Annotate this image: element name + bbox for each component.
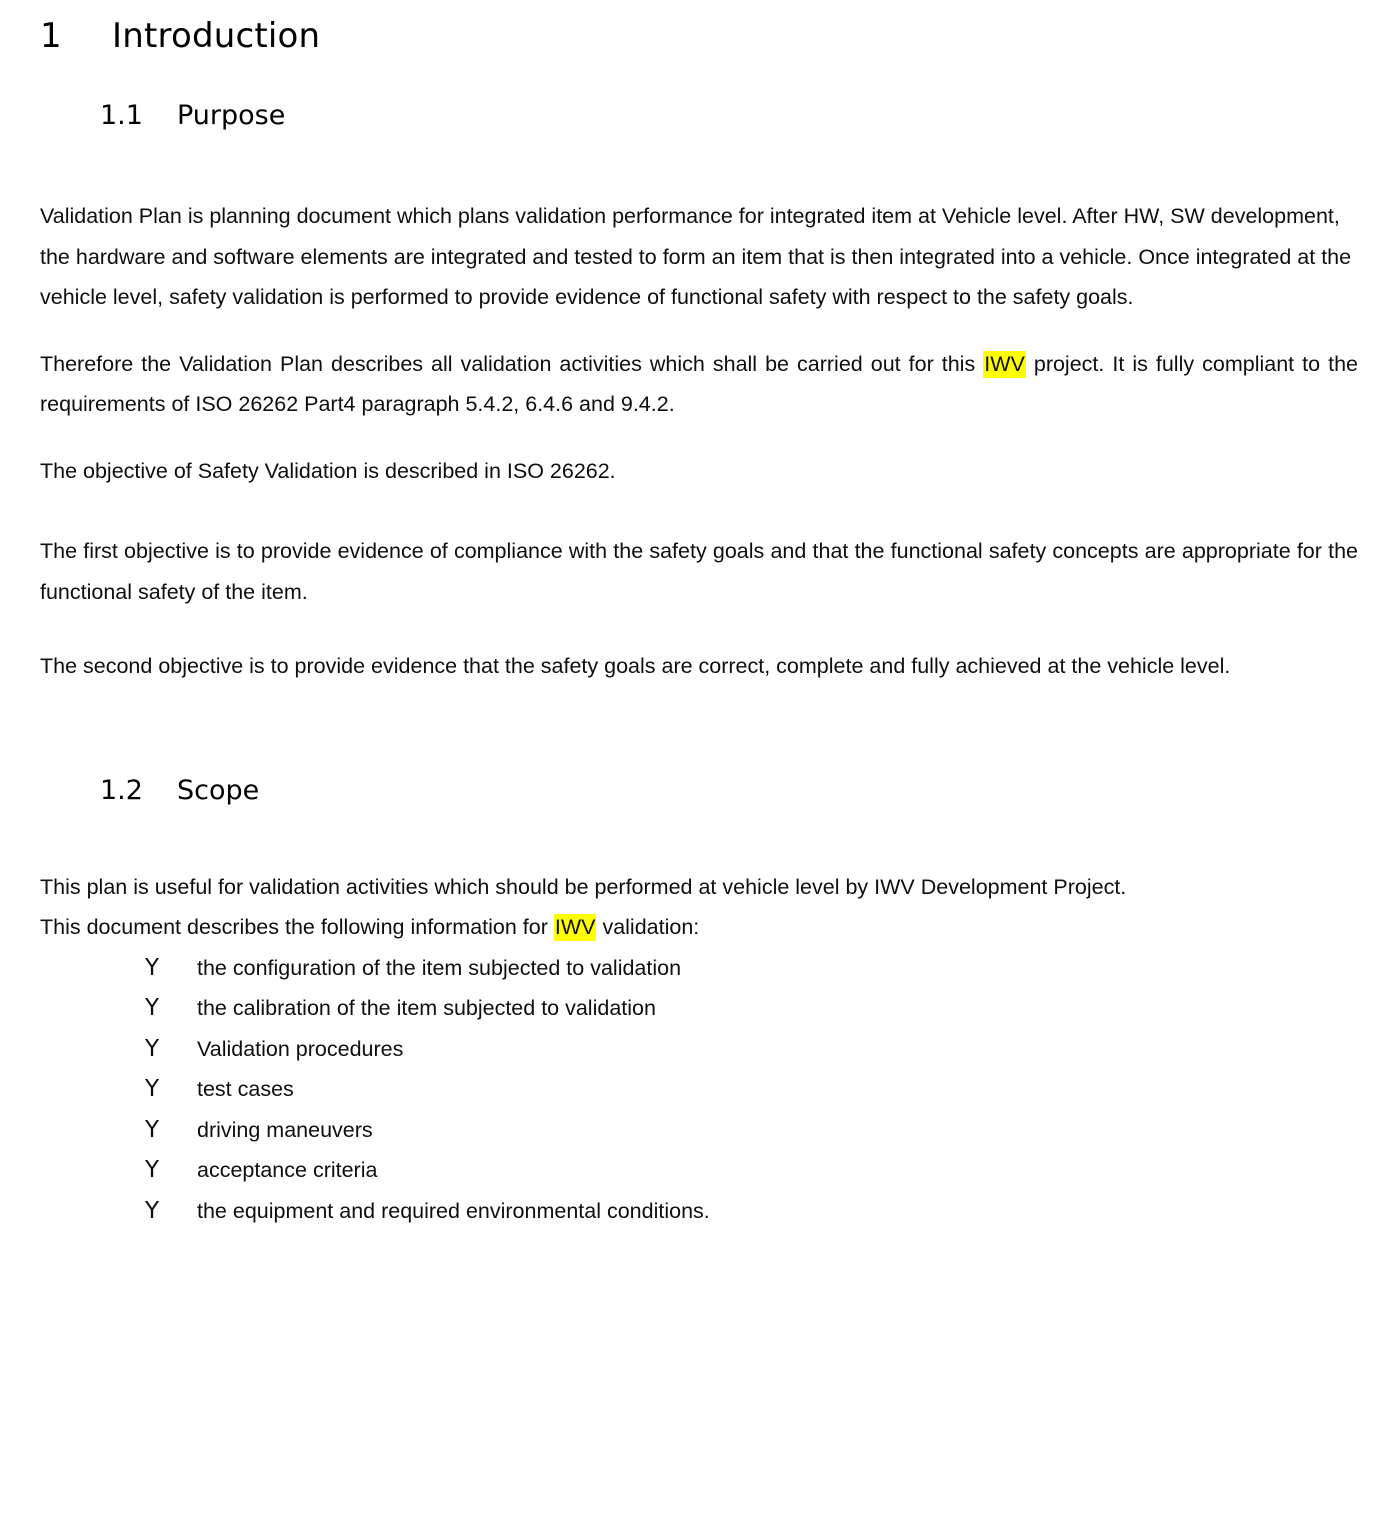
scope-paragraph-2-before: This document describes the following information for [40,915,554,939]
list-item [145,948,1391,989]
heading-1-2-title: Scope [177,774,260,806]
list-item-label: the calibration of the item subjected to validation [197,996,656,1020]
list-item [145,988,1391,1029]
list-item [145,1029,1391,1070]
heading-1-2-number: 1.2 [100,774,143,806]
spacer [40,612,1358,646]
spacer [0,687,1391,773]
list-item-label: driving maneuvers [197,1117,373,1142]
bullet-marker-icon: Y [145,954,160,981]
heading-1-number: 1 [40,16,62,56]
list-item [145,1150,1391,1191]
purpose-paragraph-4: The first objective is to provide evidence of compliance with the safety goals and that the functional safety concepts are appropriate for the functional safety of the item. [40,539,1358,604]
scope-paragraph-1: This plan is useful for validation activities which should be performed at vehicle level by IWV Development Project. [40,874,1127,899]
bullet-marker-icon: Y [145,1035,160,1062]
list-item-label: Validation procedures [197,1036,404,1061]
bullet-marker-icon: Y [145,995,160,1021]
heading-1-1-purpose [0,98,1391,134]
spacer [0,58,1391,98]
list-item [145,1069,1391,1110]
purpose-paragraph-3: The objective of Safety Validation is described in ISO 26262. [40,458,616,483]
list-item-label: acceptance criteria [197,1158,378,1182]
heading-1-2-scope [0,773,1391,809]
heading-1-1-title: Purpose [177,100,286,131]
scope-body [0,867,1391,948]
heading-1-introduction [0,0,1391,58]
scope-paragraph-2-after: validation: [596,915,700,939]
heading-1-title: Introduction [112,16,321,56]
highlight-iwv-1: IWV [984,351,1025,376]
bullet-marker-icon: Y [145,1157,160,1183]
list-item-label: the equipment and required environmental conditions. [197,1198,710,1223]
purpose-paragraph-1: Validation Plan is planning document which plans validation performance for integrated item at Vehicle level. After HW, SW development, the hardware and software elements are integrated and tested to form an item that is then integrated into a vehicle. Once integrated at the vehicle level, safety validation is performed to provide evidence of functional safety with respect to the safety goals. [40,204,1352,309]
purpose-body [0,196,1391,687]
bullet-marker-icon: Y [145,1197,160,1224]
list-item [145,1191,1391,1232]
purpose-paragraph-2 [40,344,1358,425]
purpose-paragraph-2-after: project. It is fully compliant to the requirements of ISO 26262 Part4 paragraph 5.4.2, 6.4.6 and 9.4.2. [40,351,1358,416]
bullet-marker-icon: Y [145,1116,160,1143]
bullet-marker-icon: Y [145,1076,160,1102]
purpose-paragraph-5: The second objective is to provide evidence that the safety goals are correct, complete and fully achieved at the vehicle level. [40,654,1231,678]
spacer [0,809,1391,867]
heading-1-1-number: 1.1 [100,100,143,131]
scope-bullet-list [0,948,1391,1232]
highlight-iwv-2: IWV [554,915,596,939]
list-item-label: test cases [197,1077,294,1101]
spacer [40,491,1358,531]
purpose-paragraph-2-before: Therefore the Validation Plan describes all validation activities which shall be carried out for this [40,351,984,376]
spacer [40,318,1358,344]
spacer [0,134,1391,196]
list-item-label: the configuration of the item subjected to validation [197,955,682,980]
list-item [145,1110,1391,1151]
scope-paragraph-2 [40,907,1358,948]
spacer [40,425,1358,451]
